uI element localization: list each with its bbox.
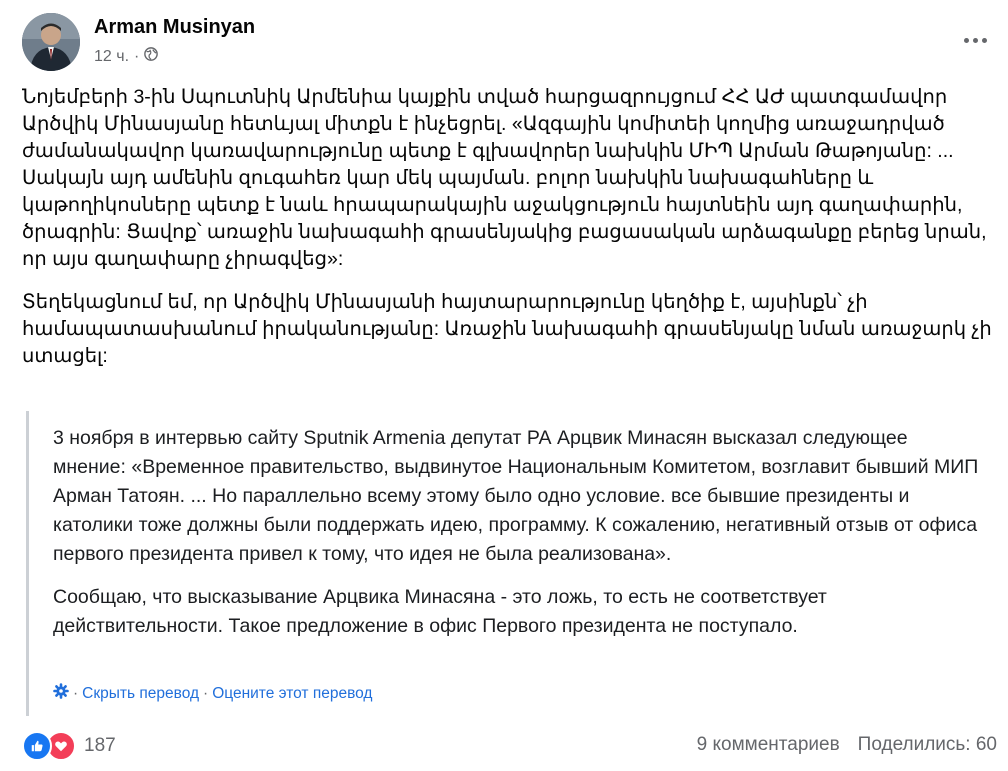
post-body (22, 84, 997, 386)
globe-icon (144, 47, 158, 66)
post-meta (94, 47, 158, 66)
more-options-button[interactable] (957, 25, 993, 55)
post-time[interactable]: 12 ч. (94, 47, 130, 65)
post-header (22, 13, 997, 71)
translation-block (26, 411, 999, 716)
translation-text (53, 424, 983, 655)
avatar[interactable] (22, 13, 80, 71)
post-paragraph-2: Տեղեկացնում եմ, որ Արծվիկ Մինասյանի հայտարարությունը կեղծիք է, այսինքն՝ չի համապատասխանում իրականությանը: Առաջին նախագահի գրասենյակը նման առաջարկ չի ստացել: (22, 291, 992, 367)
translation-paragraph-1: 3 ноября в интервью сайту Sputnik Armenia депутат РА Арцвик Минасян высказал следующее мнение: «Временное правительство, выдвинутое Национальным Комитетом, возглавит бывший МИП Арман Татоян. ... Но параллельно всему этому было одно условие. все бывшие президенты и католики тоже должны были поддержать идею, программу. К сожалению, негативный отзыв от офиса первого президента привел к тому, что идея не была реализована». (53, 427, 979, 565)
gear-icon[interactable] (53, 683, 69, 704)
rate-translation-link[interactable]: Оцените этот перевод (212, 684, 373, 702)
post-footer (22, 731, 997, 761)
reactions-summary[interactable] (22, 731, 116, 761)
comments-count-link[interactable]: 9 комментариев (696, 734, 840, 755)
more-dots-icon (964, 38, 969, 43)
post-stats (697, 734, 997, 756)
avatar-photo (22, 13, 80, 71)
link-separator: · (73, 684, 79, 702)
meta-separator: · (134, 47, 140, 65)
hide-translation-link[interactable]: Скрыть перевод (82, 684, 200, 702)
reaction-count: 187 (84, 735, 116, 756)
like-icon (22, 731, 52, 761)
author-name[interactable]: Arman Musinyan (94, 16, 256, 38)
link-separator: · (203, 684, 209, 702)
translation-paragraph-2: Сообщаю, что высказывание Арцвика Минасяна - это ложь, то есть не соответствует действительности. Такое предложение в офис Первого президента не поступало. (53, 586, 827, 637)
translation-links (53, 683, 372, 704)
shares-count-link[interactable]: Поделились: 60 (857, 734, 997, 755)
post-paragraph-1: Նոյեմբերի 3-ին Սպուտնիկ Արմենիա կայքին տված հարցազրույցում ՀՀ ԱԺ պատգամավոր Արծվիկ Մինասյանը հետևյալ միտքն է ինչեցրել. «Ազգային կոմիտեի կողմից առաջադրված ժամանակավոր կառավարությունը պետք է գլխավորեր նախկին ՄԻՊ Արման Թաթոյանը: ... Սակայն այդ ամենին զուգահեռ կար մեկ պայման. բոլոր նախկին նախագահները և կաթողիկոսները պետք է նաև հրապարակային աջակցություն հայտնեին այդ գաղափարին, ծրագրին: Ցավոք՝ առաջին նախագահի գրասենյակից բացասական արձագանքը բերեց նրան, որ այս գաղափարը չիրագվեց»: (22, 86, 987, 270)
